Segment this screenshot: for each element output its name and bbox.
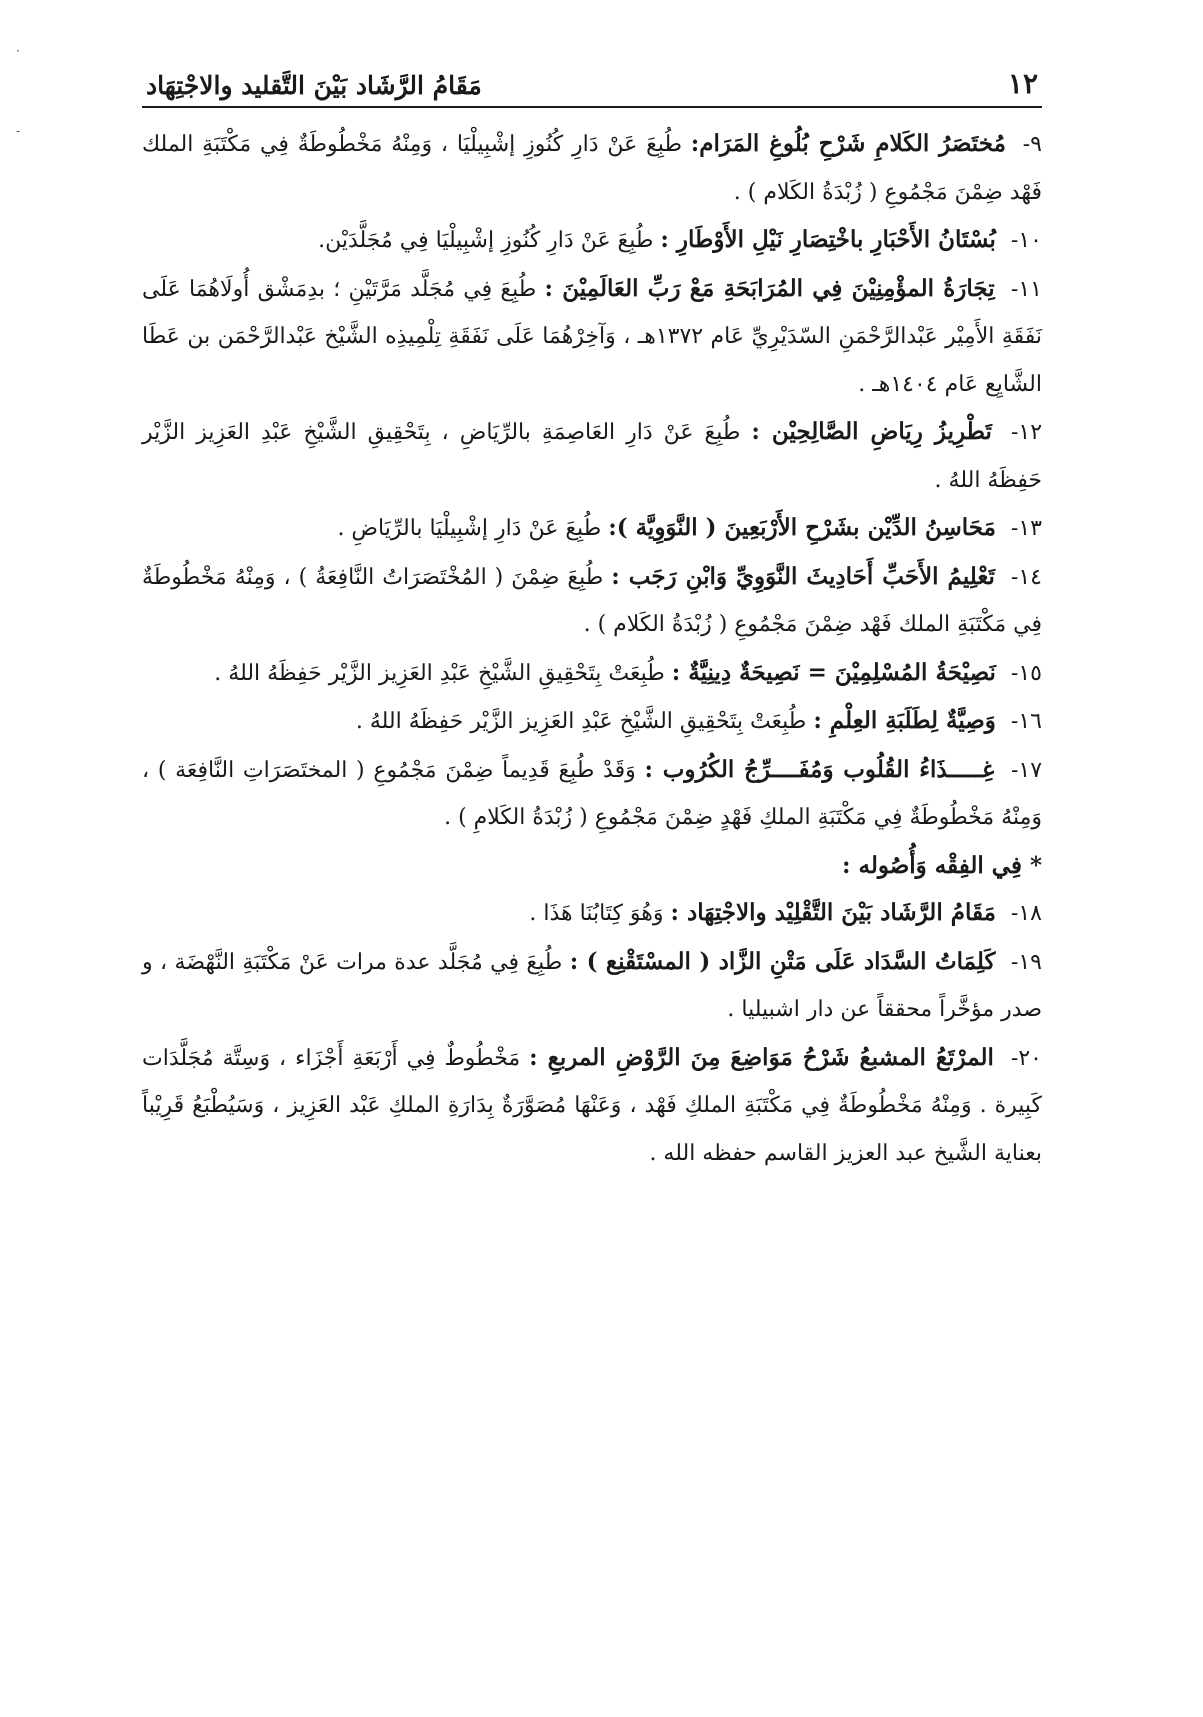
- book-title: مُختَصَرُ الكَلامِ شَرْحِ بُلُوغِ المَرَام:: [690, 130, 1006, 157]
- list-item: [142, 746, 1042, 842]
- running-header: [142, 58, 1042, 108]
- entry-number: ٢٠-: [1010, 1045, 1042, 1071]
- list-item: [142, 697, 1042, 746]
- book-title: بُسْتَانُ الأَحْبَارِ باخْتِصَارِ نَيْلِ الأَوْطَارِ :: [660, 226, 996, 253]
- section-heading: * فِي الفِقْه وَأُصُوله :: [842, 851, 1042, 879]
- entry-number: ١١-: [1010, 276, 1042, 302]
- list-item: [142, 553, 1042, 649]
- entry-text: طُبِعَ ضِمْنَ ( المُخْتَصَرَاتُ النَّافِعَةُ ) ، وَمِنْهُ مَخْطُوطَةٌ فِي مَكْتَبَةِ الملك فَهْد ضِمْنَ مَجْمُوعِ ( زُبْدَةُ الكَلام ) .: [142, 564, 1042, 637]
- page-number: ١٢: [1007, 67, 1038, 100]
- book-title: غِـــــذَاءُ القُلُوب وَمُفَــــرِّجُ الكُرُوب :: [644, 755, 995, 783]
- entry-text: طُبِعَ عَنْ دَارِ إشْبِيلْيَا بالرِّيَاضِ .: [337, 516, 602, 541]
- book-title: تَطْرِيزُ رِيَاضِ الصَّالِحِيْن :: [751, 418, 992, 445]
- book-page: [142, 58, 1042, 1177]
- entry-text: طُبِعَتْ بِتَحْقِيقِ الشَّيْخِ عَبْدِ العَزِيز الزَّيْر حَفِظَهُ اللهُ .: [355, 709, 807, 734]
- entry-text: طُبِعَ فِي مُجَلَّد مَرَّتَيْنِ ؛ بدِمَشْق أُولَاهُمَا عَلَى نَفَقَةِ الأَمِيْر عَبْدالرَّحْمَنِ السّدَيْرِيِّ عَام ١٣٧٢هـ ، وَآخِرْهُمَا عَلَى نَفَقَةِ تِلْمِيذِه الشَّيْخ عَبْدالرَّحْمَن بن عَطَا الشَّايِع عَام ١٤٠٤هـ .: [142, 276, 1042, 397]
- list-item: [142, 649, 1042, 698]
- scan-margin-mark: -: [16, 124, 21, 138]
- book-title: وَصِيَّةٌ لِطَلَبَةِ العِلْمِ :: [813, 707, 996, 734]
- entry-text: طُبِعَ فِي مُجَلَّد عدة مرات عَنْ مَكْتَبَةِ النَّهْضَة ، و صدر مؤخَّراً محققاً عن دار اشبيليا .: [142, 949, 1042, 1022]
- list-item: [142, 504, 1042, 553]
- book-title: نَصِيْحَةُ المُسْلِمِيْنَ = نَصِيحَةٌ دِينِيَّةٌ :: [671, 658, 996, 686]
- entry-number: ١٤-: [1010, 564, 1042, 590]
- book-title: تَعْلِيمُ الأَحَبِّ أَحَادِيثَ النَّوَوِيِّ وَابْنِ رَجَب :: [611, 562, 995, 590]
- list-item: [142, 1034, 1042, 1178]
- list-item: [142, 408, 1042, 504]
- book-title: كَلِمَاتُ السَّدَاد عَلَى مَتْنِ الزَّاد ( المسْتَقْنِع ) :: [569, 947, 996, 975]
- book-title: مَحَاسِنُ الدِّيْن بشَرْحِ الأَرْبَعِينَ ( النَّوَوِيَّة ):: [608, 514, 996, 541]
- entry-number: ١٠-: [1010, 228, 1042, 253]
- list-item: [142, 889, 1042, 938]
- entry-text: طُبِعَ عَنْ دَارِ كُنُوزِ إشْبِيلْيَا فِي مُجَلَّدَيْن.: [318, 228, 654, 253]
- list-item: [142, 265, 1042, 409]
- entry-number: ١٢-: [1010, 420, 1043, 445]
- page-body: [142, 120, 1042, 1177]
- running-title: مَقَامُ الرَّشَاد بَيْنَ التَّقليد والاجْتِهَاد: [146, 71, 482, 100]
- book-title: مَقَامُ الرَّشَاد بَيْنَ التَّقْلِيْد والاجْتِهَاد :: [670, 899, 996, 926]
- entry-text: طُبِعَ عَنْ دَارِ العَاصِمَةِ بالرِّيَاضِ ، بِتَحْقِيقِ الشَّيْخِ عَبْدِ العَزِيز الزَّيْر حَفِظَهُ اللهُ .: [142, 420, 1042, 493]
- entry-number: ١٦-: [1010, 709, 1042, 734]
- entry-text: مَخْطُوطٌ فِي أَرْبَعَةِ أَجْزَاء ، وَسِتَّة مُجَلَّدَات كَبِيرة . وَمِنْهُ مَخْطُوطَةٌ فِي مَكْتَبَةِ الملكِ فَهْد ، وَعَنْهَا مُصَوَّرَةٌ بِدَارَةِ الملكِ عَبْد العَزِيز ، وَسَيُطْبَعُ قَرِيْباً بعناية الشَّيخ عبد العزيز القاسم حفظه الله .: [142, 1045, 1042, 1166]
- entry-number: ١٨-: [1010, 901, 1042, 926]
- entry-text: وَقَدْ طُبِعَ قَدِيماً ضِمْنَ مَجْمُوعِ ( المختَصَرَاتِ النَّافِعَة ) ، وَمِنْهُ مَخْطُوطَةٌ فِي مَكْتَبَةِ الملكِ فَهْدٍ ضِمْنَ مَجْمُوعِ ( زُبْدَةُ الكَلامِ ) .: [142, 757, 1042, 830]
- entry-number: ١٥-: [1010, 660, 1042, 686]
- entry-text: وَهُوَ كِتَابُنَا هَذَا .: [529, 901, 664, 926]
- entry-number: ١٩-: [1010, 949, 1042, 975]
- list-item: [142, 216, 1042, 265]
- list-item: [142, 938, 1042, 1034]
- entry-number: ٩-: [1022, 132, 1042, 157]
- list-item: [142, 120, 1042, 216]
- entry-number: ١٣-: [1010, 516, 1042, 541]
- entry-number: ١٧-: [1010, 757, 1043, 783]
- book-title: تِجَارَةُ المؤْمِنِيْنَ فِي المُرَابَحَةِ مَعْ رَبِّ العَالَمِيْنَ :: [544, 274, 995, 302]
- entry-text: طُبِعَتْ بِتَحْقِيقِ الشَّيْخِ عَبْدِ العَزِيز الزَّيْر حَفِظَهُ اللهُ .: [214, 660, 665, 686]
- book-title: المرْتَعُ المشبعُ شَرْحُ مَوَاضِعَ مِنَ الرَّوْضِ المربعِ :: [529, 1043, 994, 1071]
- entry-text: طُبِعَ عَنْ دَارِ كُنُوزِ إشْبِيلْيَا ، وَمِنْهُ مَخْطُوطَةٌ فِي مَكْتَبَةِ الملك فَهْد ضِمْنَ مَجْمُوعِ ( زُبْدَةُ الكَلام ) .: [142, 132, 1042, 205]
- scan-margin-mark: ·: [16, 44, 20, 58]
